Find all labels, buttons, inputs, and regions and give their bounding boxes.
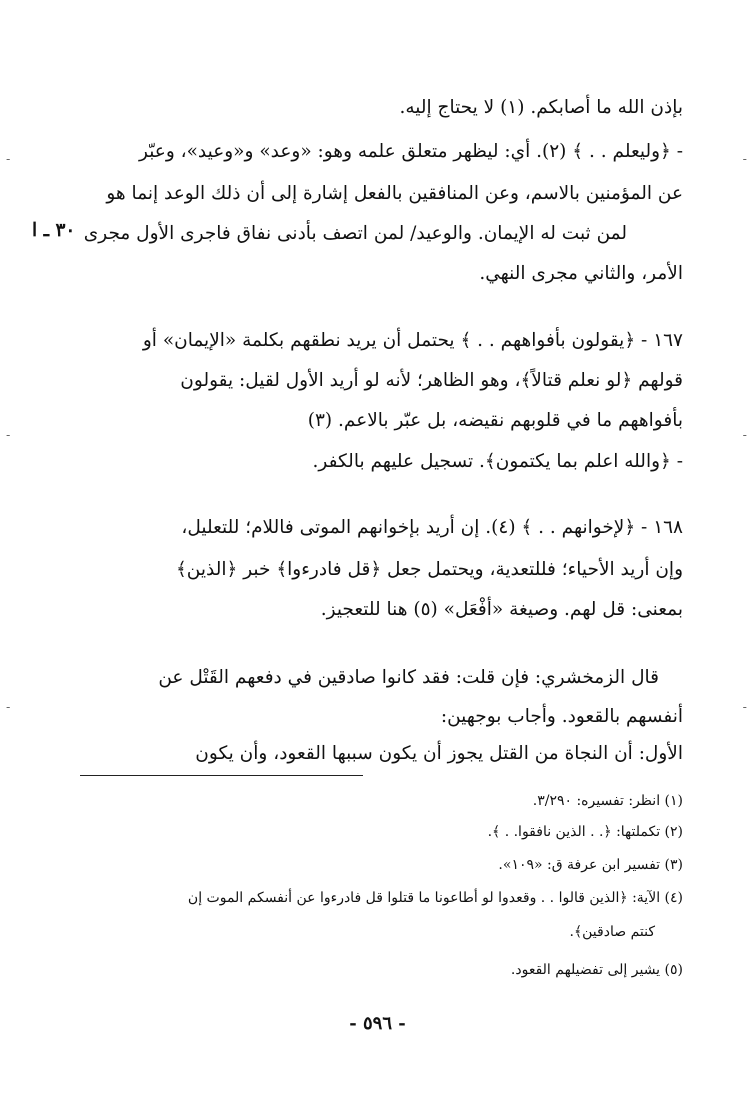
text-line: الأمر، والثاني مجرى النهي. [479,263,683,284]
text-line: عن المؤمنين بالاسم، وعن المنافقين بالفعل إشارة إلى أن ذلك الوعد إنما هو [106,183,683,204]
footnote: (٣) تفسير ابن عرفة ق: «١٠٩». [498,857,683,873]
text-line: وإن أريد الأحياء؛ فللتعدية، ويحتمل جعل ﴿قل فادرءوا﴾ خبر ﴿الذين﴾ [175,559,683,580]
folio-reference: ٣٠ ـ ا [32,220,76,241]
text-line: أنفسهم بالقعود. وأجاب بوجهين: [440,706,683,727]
text-line: - ﴿وليعلم . . ﴾ (٢). أي: ليظهر متعلق علمه وهو: «وعد» و«وعيد»، وعبّر [138,141,683,162]
text-line: قولهم ﴿لو نعلم قتالاً﴾، وهو الظاهر؛ لأنه لو أريد الأول لقيل: يقولون [180,370,683,391]
text-line: ١٦٧ - ﴿يقولون بأفواههم . . ﴾ يحتمل أن يريد نطقهم بكلمة «الإيمان» أو [142,330,683,351]
margin-mark: - [742,700,747,714]
footnote-continuation: كنتم صادقين﴾. [569,924,655,940]
text-line: - ﴿والله اعلم بما يكتمون﴾. تسجيل عليهم بالكفر. [312,451,683,472]
text-line: الأول: أن النجاة من القتل يجوز أن يكون سببها القعود، وأن يكون [195,743,683,764]
footnote: (٢) تكملتها: ﴿. . الذين نافقوا. . ﴾. [487,824,683,840]
footnote-separator [80,775,363,776]
footnote: (٥) يشير إلى تفضيلهم القعود. [510,962,683,978]
page-number: - ٥٩٦ - [349,1013,406,1034]
margin-mark: - [6,428,11,442]
margin-mark: - [6,700,11,714]
margin-mark: - [742,152,747,166]
text-line: لمن ثبت له الإيمان. والوعيد/ لمن اتصف بأدنى نفاق فاجرى الأول مجرى [83,223,627,244]
text-line: قال الزمخشري: فإن قلت: فقد كانوا صادقين في دفعهم القَتْل عن [158,667,659,688]
text-line: بإذن الله ما أصابكم. (١) لا يحتاج إليه. [399,97,683,118]
text-line: بأفواههم ما في قلوبهم نقيضه، بل عبّر بالاعم. (٣) [307,410,683,431]
footnote: (١) انظر: تفسيره: ٣/٢٩٠. [532,793,683,809]
footnote: (٤) الآية: ﴿الذين قالوا . . وقعدوا لو أطاعونا ما قتلوا قل فادرءوا عن أنفسكم الموت إن [187,890,683,906]
margin-mark: - [6,152,11,166]
margin-mark: - [742,428,747,442]
text-line: ١٦٨ - ﴿لإخوانهم . . ﴾ (٤). إن أريد بإخوانهم الموتى فاللام؛ للتعليل، [181,517,683,538]
text-line: بمعنى: قل لهم. وصيغة «أفْعَل» (٥) هنا للتعجيز. [320,599,683,620]
